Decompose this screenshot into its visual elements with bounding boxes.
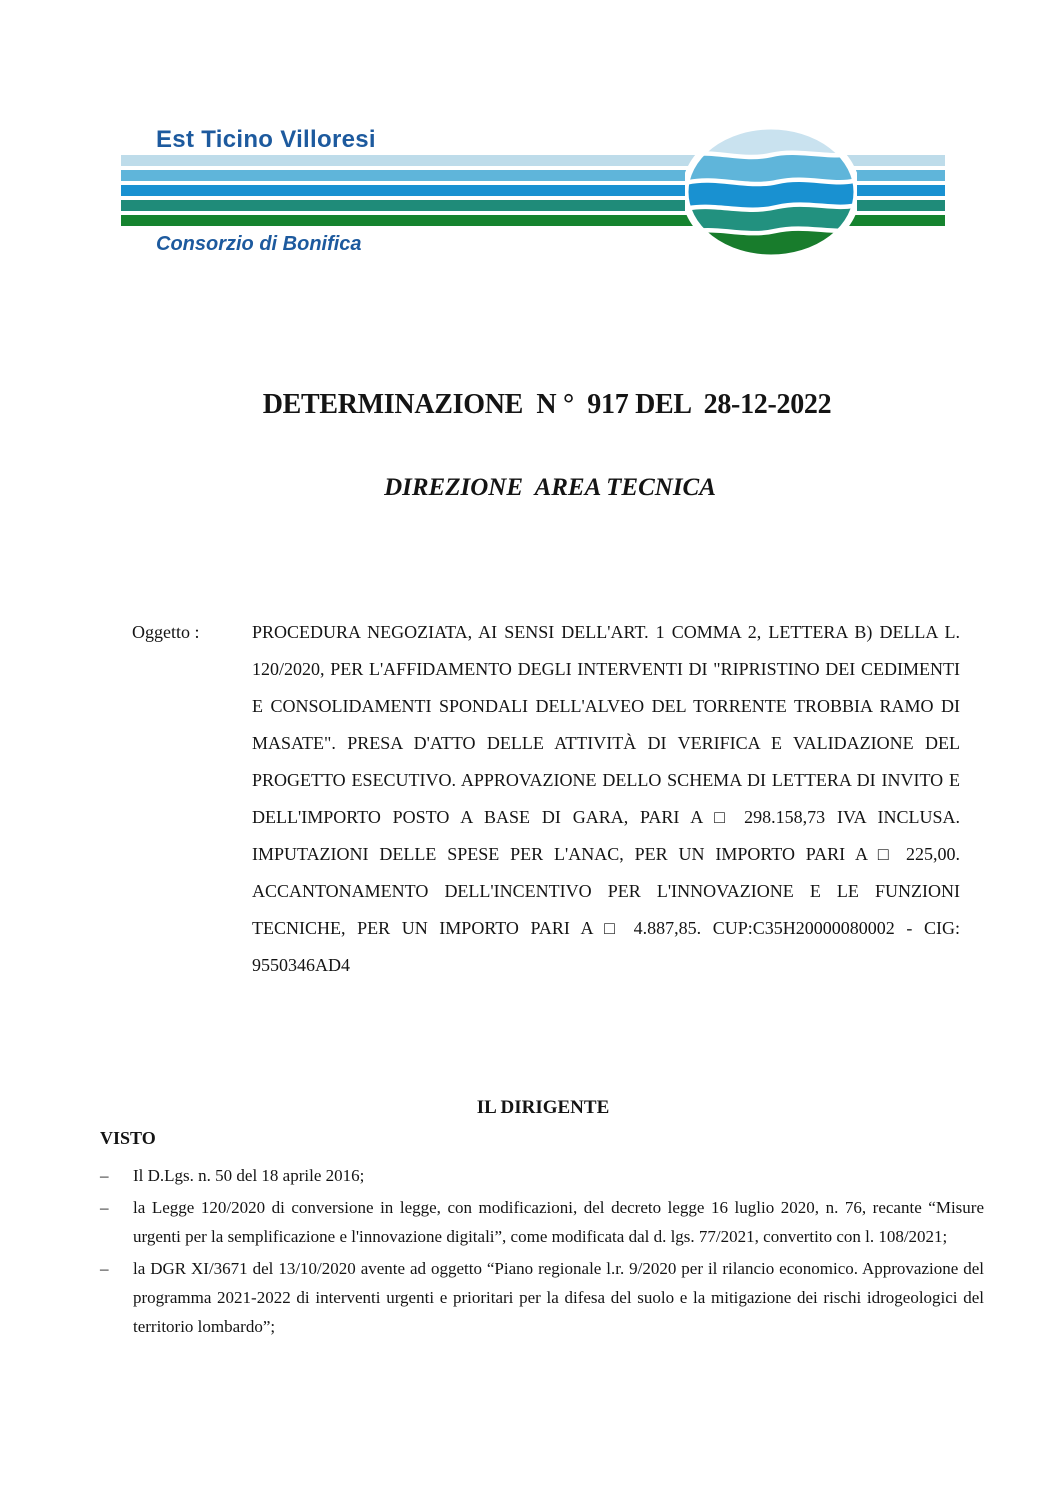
consorzio-logo-icon: [685, 126, 857, 258]
visto-list: [100, 1161, 984, 1341]
subject-text: PROCEDURA NEGOZIATA, AI SENSI DELL'ART. 1 COMMA 2, LETTERA B) DELLA L. 120/2020, PER L'AFFIDAMENTO DEGLI INTERVENTI DI "RIPRISTINO DEI CEDIMENTI E CONSOLIDAMENTI SPONDALI DELL'ALVEO DEL TORRENTE TROBBIA RAMO DI MASATE". PRESA D'ATTO DELLE ATTIVITÀ DI VERIFICA E VALIDAZIONE DEL PROGETTO ESECUTIVO. APPROVAZIONE DELLO SCHEMA DI LETTERA DI INVITO E DELL'IMPORTO POSTO A BASE DI GARA, PARI A □ 298.158,73 IVA INCLUSA. IMPUTAZIONI DELLE SPESE PER L'ANAC, PER UN IMPORTO PARI A □ 225,00. ACCANTONAMENTO DELL'INCENTIVO PER L'INNOVAZIONE E LE FUNZIONI TECNICHE, PER UN IMPORTO PARI A □ 4.887,85. CUP:C35H20000080002 - CIG: 9550346AD4: [252, 622, 960, 975]
list-item-marker: –: [100, 1259, 109, 1278]
list-item-text: Il D.Lgs. n. 50 del 18 aprile 2016;: [133, 1166, 365, 1185]
visto-heading: VISTO: [100, 1128, 156, 1148]
list-item: [100, 1254, 984, 1341]
doc-title: DETERMINAZIONE N ° 917 DEL 28-12-2022: [262, 389, 832, 420]
list-item: [100, 1193, 984, 1251]
org-name: Est Ticino Villoresi: [156, 126, 376, 153]
doc-subtitle: DIREZIONE AREA TECNICA: [384, 474, 716, 501]
list-item: [100, 1161, 984, 1190]
list-item-marker: –: [100, 1166, 109, 1185]
section-heading-dirigente: IL DIRIGENTE: [476, 1097, 610, 1118]
list-item-text: la Legge 120/2020 di conversione in legge, con modificazioni, del decreto legge 16 luglio 2020, n. 76, recante “Misure urgenti per la semplificazione e l'innovazione digitali”, come modificata dal d. lgs. 77/2021, convertito con l. 108/2021;: [133, 1198, 984, 1246]
subject-label: Oggetto :: [132, 622, 200, 642]
org-subtitle: Consorzio di Bonifica: [156, 233, 362, 255]
list-item-text: la DGR XI/3671 del 13/10/2020 avente ad oggetto “Piano regionale l.r. 9/2020 per il rilancio economico. Approvazione del programma 2021-2022 di interventi urgenti e prioritari per la difesa del suolo e la mitigazione dei rischi idrogeologici del territorio lombardo”;: [133, 1259, 984, 1336]
list-item-marker: –: [100, 1198, 109, 1217]
